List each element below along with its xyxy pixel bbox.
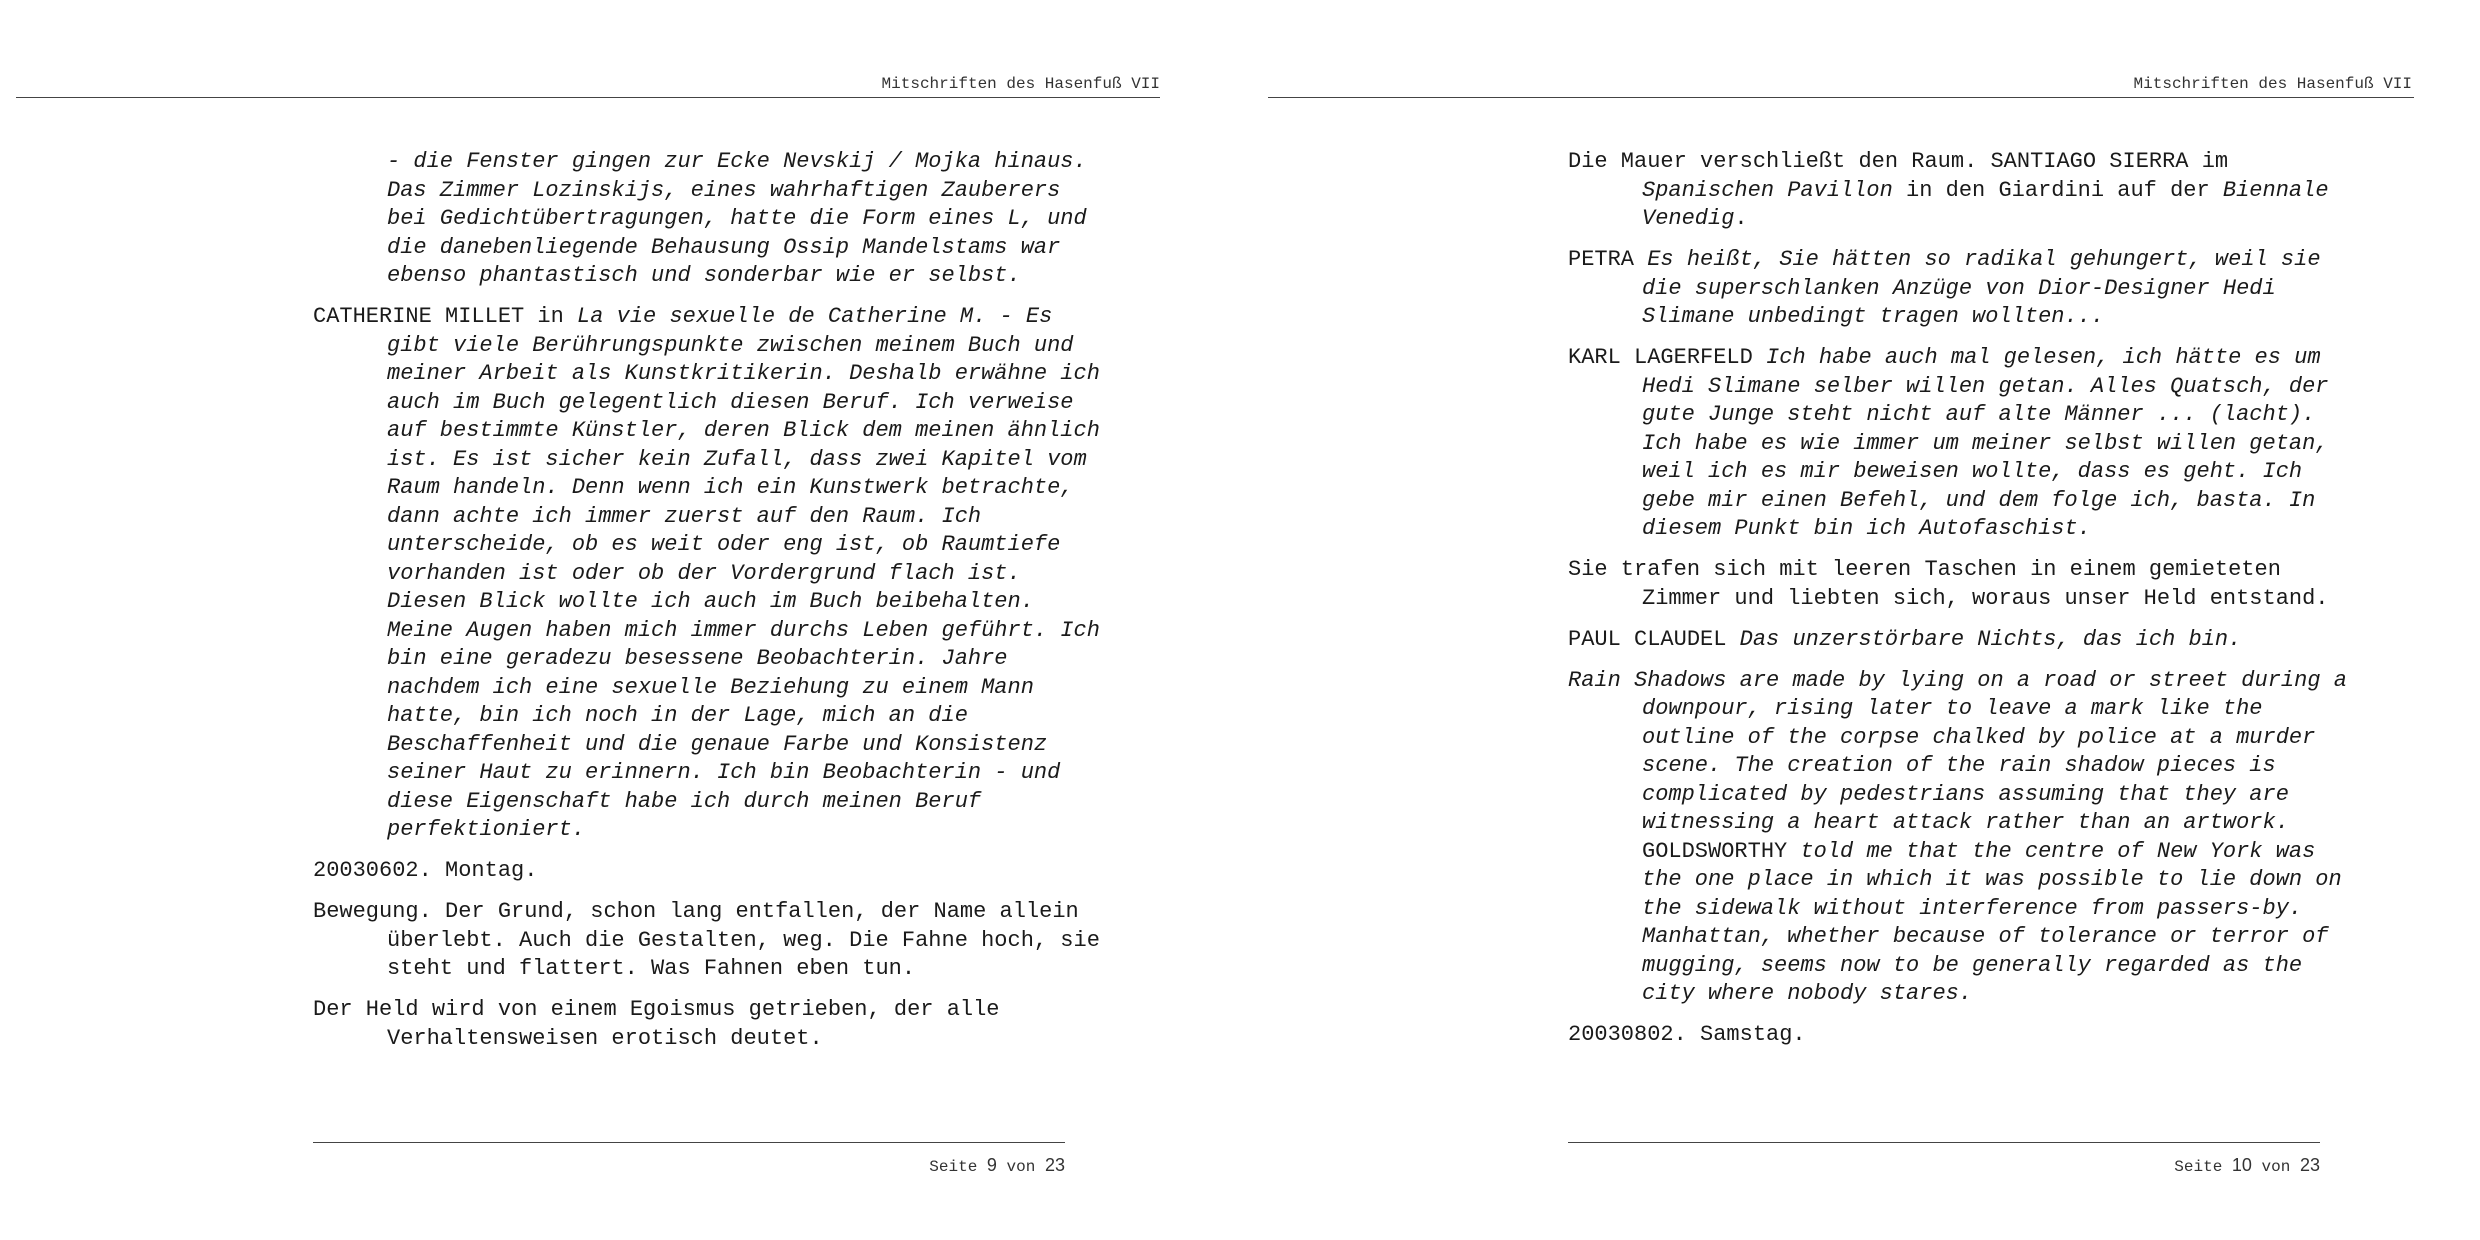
speaker-name: PAUL CLAUDEL (1568, 626, 1727, 652)
entry-santiago-sierra (1568, 148, 2358, 234)
date-text: 20030802. Samstag. (1568, 1022, 1806, 1047)
footer-von-label: von (2261, 1158, 2291, 1176)
entry-date-20030802 (1568, 1021, 2358, 1050)
quote-text: Rain Shadows are made by lying on a road or street during a downpour, rising later to leave a mark like the outline of the corpse chalked by police at a murder scene. The creation of the rain shadow pieces is complicated by pedestrians assuming that they are witnessing a heart attack rather than an artwork. (1568, 667, 2347, 835)
entry-karl-lagerfeld (1568, 344, 2358, 544)
entry-held-egoismus (313, 996, 1103, 1053)
entry-leere-taschen (1568, 556, 2358, 613)
running-header: Mitschriften des Hasenfuß VII (2133, 75, 2412, 93)
venue-name: Spanischen Pavillon (1642, 177, 1893, 203)
entry-petra (1568, 246, 2358, 332)
footer-page-number: 9 (986, 1155, 997, 1175)
footer-von-label: von (1006, 1158, 1036, 1176)
footer-rule (313, 1142, 1065, 1143)
connector-text: in (524, 304, 578, 329)
page-content (1568, 148, 2358, 1062)
footer-page-number: 10 (2231, 1155, 2252, 1175)
speaker-name: KARL LAGERFELD (1568, 345, 1753, 370)
entry-bewegung (313, 898, 1103, 984)
footer-rule (1568, 1142, 2320, 1143)
paragraph-text-3: . (1734, 206, 1748, 231)
page-right (1240, 0, 2480, 1240)
paragraph-text: Der Held wird von einem Egoismus getrieben, der alle Verhaltensweisen erotisch deutet. (313, 997, 1000, 1051)
quote-text: - die Fenster gingen zur Ecke Nevskij / Mojka hinaus. Das Zimmer Lozinskijs, eines wahrhaftigen Zauberers bei Gedichtübertragungen, hatte die Form eines L, und die danebenliegende Behausung Ossip Mandelstams war ebenso phantastisch und sonderbar wie er selbst. (387, 149, 1087, 288)
entry-paul-claudel (1568, 626, 2358, 655)
paragraph-text: Bewegung. Der Grund, schon lang entfallen, der Name allein überlebt. Auch die Gestalten, weg. Die Fahne hoch, sie steht und flattert. Was Fahnen eben tun. (313, 899, 1100, 981)
speaker-name: PETRA (1568, 247, 1635, 272)
entry-date-20030602 (313, 857, 1103, 886)
paragraph-text: Sie trafen sich mit leeren Taschen in einem gemieteten Zimmer und liebten sich, woraus unser Held entstand. (1568, 557, 2329, 611)
page-footer (1568, 1155, 2320, 1176)
quote-text: Es heißt, Sie hätten so radikal gehungert, weil sie die superschlanken Anzüge von Dior-Designer Hedi Slimane unbedingt tragen wollten... (1642, 247, 2321, 329)
entry-catherine-millet (313, 303, 1103, 845)
date-text: 20030602. Montag. (313, 858, 538, 883)
page-footer (313, 1155, 1065, 1176)
footer-total-pages: 23 (2299, 1155, 2320, 1175)
speaker-name: CATHERINE MILLET (313, 304, 525, 329)
paragraph-text-2: in den Giardini auf der (1892, 177, 2223, 203)
header-rule (16, 97, 1160, 98)
footer-seite-label: Seite (929, 1158, 978, 1176)
header-rule (1268, 97, 2414, 98)
work-title: La vie sexuelle de Catherine M. (577, 304, 987, 329)
quote-text: Das unzerstörbare Nichts, das ich bin. (1739, 626, 2242, 652)
quote-text: - Es gibt viele Berührungspunkte zwischen meinem Buch und meiner Arbeit als Kunstkritikerin. Deshalb erwähne ich auch im Buch gelegentlich diesen Beruf. Ich verweise auf bestimmte Künstler, deren Blick dem meinen ähnlich ist. Es ist sicher kein Zufall, dass zwei Kapitel vom Raum handeln. Denn wenn ich ein Kunstwerk betrachte, dann achte ich immer zuerst auf den Raum. Ich unterscheide, ob es weit oder eng ist, ob Raumtiefe vorhanden ist oder ob der Vordergrund flach ist. Diesen Blick wollte ich auch im Buch beibehalten. Meine Augen haben mich immer durchs Leben geführt. Ich bin eine geradezu besessene Beobachterin. Jahre nachdem ich eine sexuelle Beziehung zu einem Mann hatte, bin ich noch in der Lage, mich an die Beschaffenheit und die genaue Farbe und Konsistenz seiner Haut zu erinnern. Ich bin Beobachterin - und diese Eigenschaft habe ich durch meinen Beruf perfektioniert. (387, 304, 1100, 842)
entry-rain-shadows (1568, 667, 2358, 1009)
quote-text-2: told me that the centre of New York was the one place in which it was possible to lie down on the sidewalk without interference from passers-by. Manhattan, whether because of tolerance or terror of mugging, seems now to be generally regarded as the city where nobody stares. (1642, 838, 2342, 1006)
entry-mandelstam-continuation (313, 148, 1103, 291)
event-name: Biennale Venedig (1642, 177, 2329, 231)
paragraph-text: Die Mauer verschließt den Raum. SANTIAGO SIERRA im (1568, 149, 2229, 174)
running-header: Mitschriften des Hasenfuß VII (881, 75, 1160, 93)
footer-total-pages: 23 (1044, 1155, 1065, 1175)
page-content (313, 148, 1103, 1066)
speaker-name: GOLDSWORTHY (1642, 838, 1788, 864)
quote-text: Ich habe auch mal gelesen, ich hätte es um Hedi Slimane selber willen getan. Alles Quatsch, der gute Junge steht nicht auf alte Männer ... (lacht). Ich habe es wie immer um meiner selbst willen getan, weil ich es mir beweisen wollte, dass es geht. Ich gebe mir einen Befehl, und dem folge ich, basta. In diesem Punkt bin ich Autofaschist. (1642, 345, 2329, 541)
footer-seite-label: Seite (2174, 1158, 2223, 1176)
